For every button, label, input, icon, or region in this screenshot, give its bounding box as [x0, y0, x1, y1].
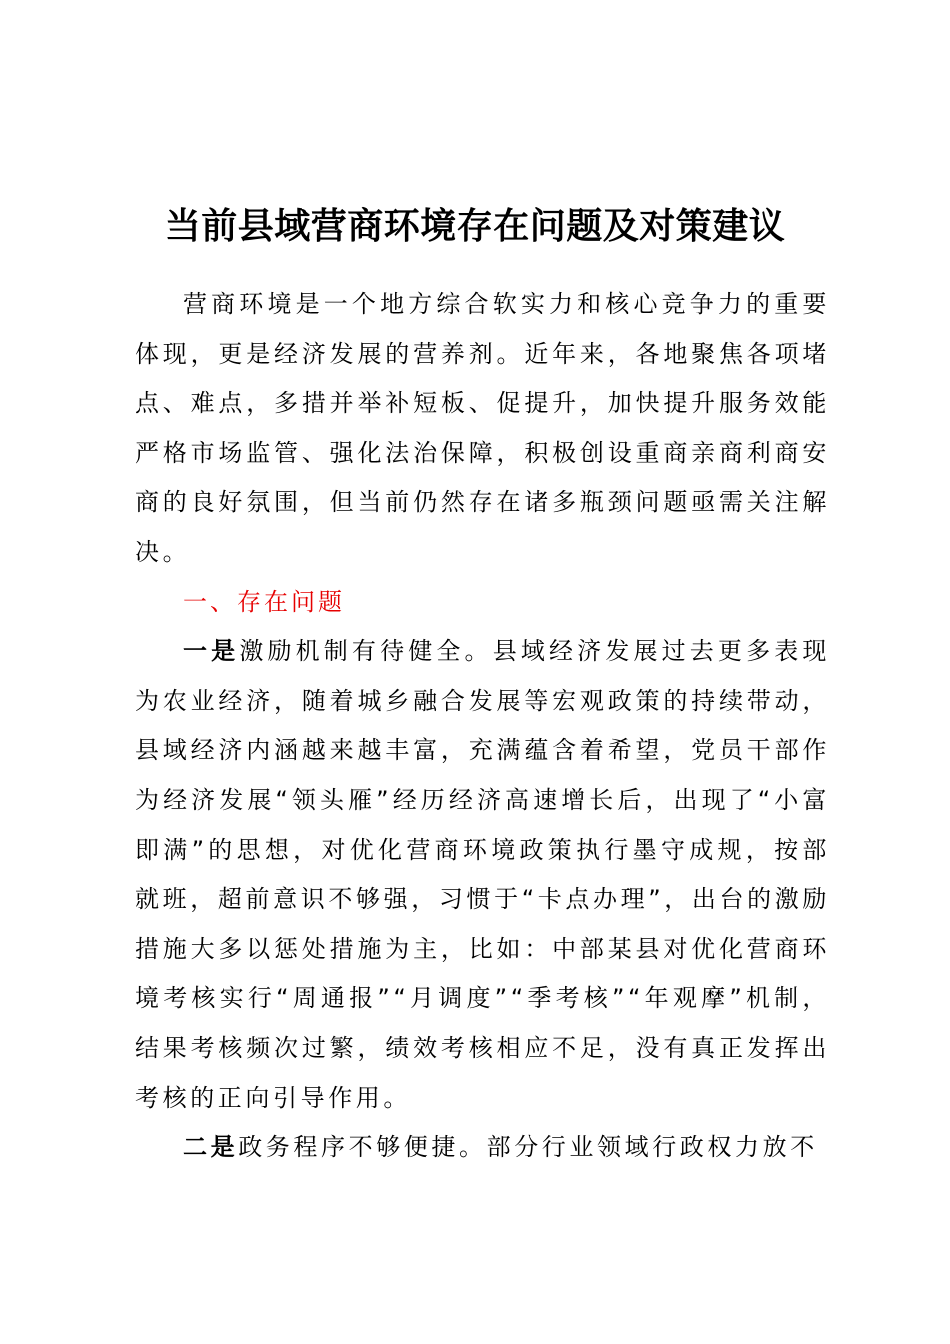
section-heading: 一、存在问题: [183, 587, 345, 616]
document-body: [135, 280, 830, 1173]
paragraph-2: [135, 1123, 830, 1173]
paragraph-2-lead: 二是: [183, 1133, 239, 1162]
intro-paragraph: 营商环境是一个地方综合软实力和核心竞争力的重要体现，更是经济发展的营养剂。近年来，各地聚焦各项堵点、难点，多措并举补短板、促提升，加快提升服务效能严格市场监管、强化法治保障，积极创设重商亲商利商安商的良好氛围，但当前仍然存在诸多瓶颈问题亟需关注解决。: [135, 290, 830, 566]
paragraph-1-text: 激励机制有待健全。县域经济发展过去更多表现为农业经济，随着城乡融合发展等宏观政策的持续带动，县域经济内涵越来越丰富，充满蕴含着希望，党员干部作为经济发展“领头雁”经历经济高速增长后，出现了“小富即满”的思想，对优化营商环境政策执行墨守成规，按部就班，超前意识不够强，习惯于“卡点办理”，出台的激励措施大多以惩处措施为主，比如：中部某县对优化营商环境考核实行“周通报”“月调度”“季考核”“年观摩”机制，结果考核频次过繁，绩效考核相应不足，没有真正发挥出考核的正向引导作用。: [135, 637, 830, 1112]
paragraph-1-lead: 一是: [183, 637, 240, 666]
paragraph-1: [135, 627, 830, 1123]
page-title: 当前县域营商环境存在问题及对策建议: [164, 205, 786, 247]
paragraph-2-text: 政务程序不够便捷。部分行业领域行政权力放不: [238, 1133, 818, 1162]
